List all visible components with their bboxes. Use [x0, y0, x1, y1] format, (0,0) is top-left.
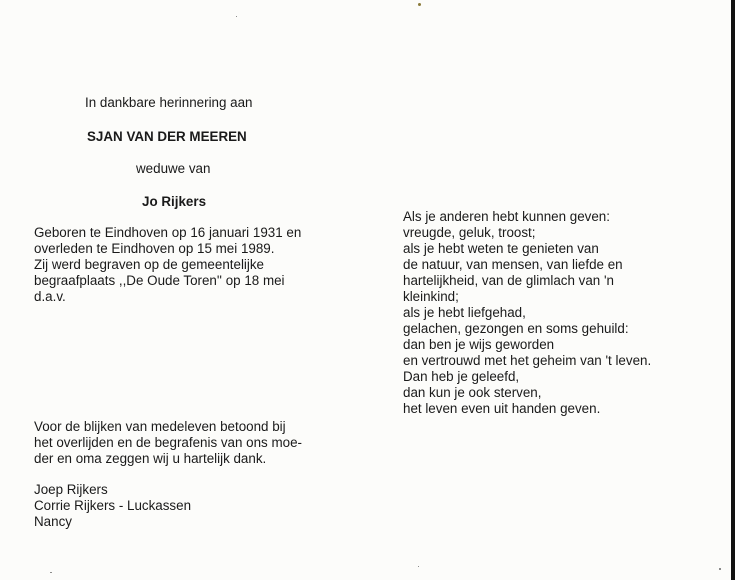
poem-line: en vertrouwd met het geheim van 't leven. [403, 353, 652, 368]
birth-line: begraafplaats ,,De Oude Toren'' op 18 mei [34, 273, 285, 288]
signature-line: Corrie Rijkers - Luckassen [34, 498, 192, 513]
widow-of-text: weduwe van [136, 161, 211, 176]
husband-name: Jo Rijkers [142, 194, 207, 209]
poem-line: kleinkind; [403, 289, 459, 304]
birth-line: Zij werd begraven op de gemeentelijke [34, 257, 265, 272]
poem-line: hartelijkheid, van de glimlach van 'n [403, 273, 614, 288]
scan-edge [731, 0, 735, 580]
intro-text: In dankbare herinnering aan [85, 95, 253, 110]
poem-line: dan kun je ook sterven, [403, 385, 542, 400]
poem-line: gelachen, gezongen en soms gehuild: [403, 321, 629, 336]
thanks-line: Voor de blijken van medeleven betoond bij [34, 419, 286, 434]
poem-line: Dan heb je geleefd, [403, 369, 520, 384]
speck [50, 572, 52, 573]
thanks-line: der en oma zeggen wij u hartelijk dank. [34, 451, 267, 466]
poem-line: het leven even uit handen geven. [403, 401, 601, 416]
poem-line: als je hebt liefgehad, [403, 305, 526, 320]
poem-line: vreugde, geluk, troost; [403, 225, 536, 240]
speck [719, 568, 721, 570]
speck [418, 566, 419, 567]
poem-line: als je hebt weten te genieten van [403, 241, 599, 256]
deceased-name: SJAN VAN DER MEEREN [87, 129, 247, 144]
signature-line: Nancy [34, 514, 72, 529]
speck [418, 3, 421, 6]
speck [236, 16, 237, 17]
poem-line: Als je anderen hebt kunnen geven: [403, 209, 610, 224]
birth-line: Geboren te Eindhoven op 16 januari 1931 en [34, 225, 302, 240]
poem-line: de natuur, van mensen, van liefde en [403, 257, 623, 272]
thanks-line: het overlijden en de begrafenis van ons moe- [34, 435, 302, 450]
birth-line: d.a.v. [34, 289, 66, 304]
poem-line: dan ben je wijs geworden [403, 337, 555, 352]
signature-line: Joep Rijkers [34, 482, 108, 497]
birth-line: overleden te Eindhoven op 15 mei 1989. [34, 241, 275, 256]
